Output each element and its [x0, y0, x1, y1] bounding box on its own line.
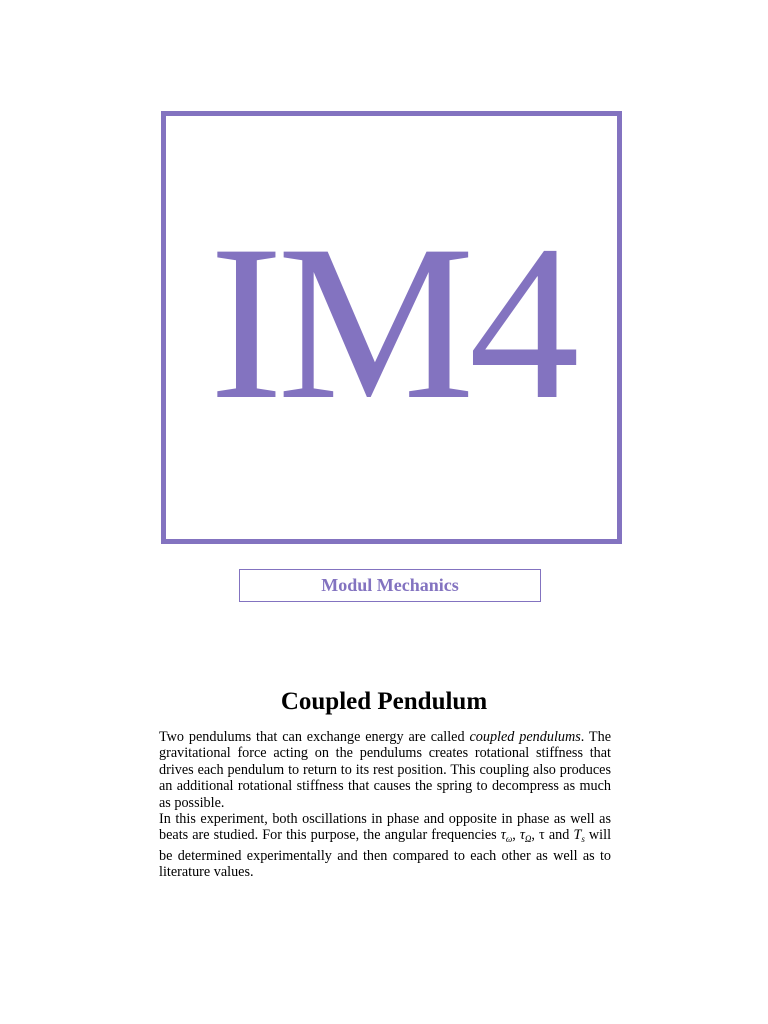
symbol-T: T	[573, 827, 582, 844]
abstract-text: , τ and	[531, 827, 574, 844]
module-label: Modul Mechanics	[321, 575, 459, 595]
module-code-frame	[161, 111, 622, 544]
abstract-paragraph-2	[159, 811, 611, 881]
symbol-tau: τ	[500, 827, 506, 844]
subscript-s: s	[581, 834, 585, 845]
abstract-text: ,	[512, 827, 520, 844]
abstract-text: will be determined experimentally and then compared to each other as well as to literature values.	[159, 827, 612, 881]
abstract-text: In this experiment, both oscillations in phase and opposite in phase as well as beats are studied. For this purpose, the angular frequencies	[159, 811, 611, 844]
subscript-Omega: Ω	[524, 834, 532, 845]
symbol-tau: τ	[519, 827, 525, 844]
abstract-paragraph-1	[159, 729, 611, 811]
abstract	[159, 729, 611, 881]
module-label-box	[239, 569, 541, 602]
subscript-omega: ω	[505, 834, 513, 845]
document-title: Coupled Pendulum	[280, 688, 488, 715]
module-code: IM4	[209, 200, 574, 446]
abstract-text: Two pendulums that can exchange energy are called	[159, 729, 470, 745]
abstract-text: . The gravitational force acting on the pendulums creates rotational stiffness that drives each pendulum to return to its rest position. This coupling also produces an additional rotational stiffness that causes the spring to decompress as much as possible.	[159, 729, 611, 811]
abstract-term: coupled pendulums	[469, 729, 581, 745]
